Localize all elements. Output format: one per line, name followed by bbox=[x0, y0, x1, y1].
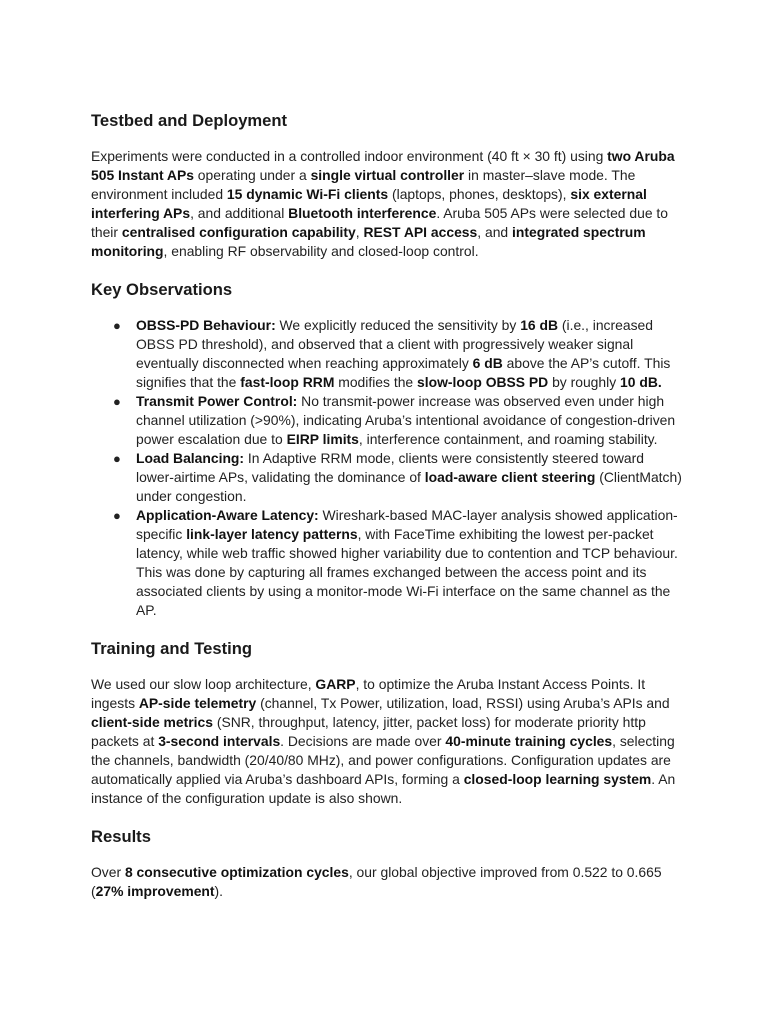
text-run: In Adaptive RRM mode, clients were consistently steered toward lower-airtime APs, validating the dominance of bbox=[136, 450, 644, 485]
text-run: (SNR, throughput, latency, jitter, packet loss) for moderate priority http packets at bbox=[91, 714, 646, 749]
text-run: (ClientMatch) under congestion. bbox=[136, 469, 682, 504]
bold-phrase: closed-loop learning system bbox=[463, 771, 652, 787]
bold-phrase: GARP bbox=[315, 676, 356, 692]
text-run: Over bbox=[91, 864, 125, 880]
text-run: , selecting the channels, bandwidth (20/40/80 MHz), and power configurations. Configuration updates are automatically applied via Aruba’s dashboard APIs, forming a bbox=[91, 733, 675, 787]
text-run: , our global objective improved from 0.522 to 0.665 ( bbox=[91, 864, 662, 899]
text-run: , interference containment, and roaming stability. bbox=[358, 431, 658, 447]
bold-phrase: integrated spectrum monitoring bbox=[91, 224, 646, 259]
text-run: (laptops, phones, desktops), bbox=[388, 186, 571, 202]
text-run: . Aruba 505 APs were selected due to their bbox=[91, 205, 669, 240]
text-run: , and bbox=[477, 224, 513, 240]
observation-text bbox=[136, 317, 670, 390]
bold-phrase: 40-minute training cycles bbox=[445, 733, 613, 749]
testbed-paragraph bbox=[91, 147, 683, 261]
bold-phrase: 8 consecutive optimization cycles bbox=[124, 864, 349, 880]
bold-phrase: Bluetooth interference bbox=[288, 205, 437, 221]
text-run: , enabling RF observability and closed-loop control. bbox=[163, 243, 479, 259]
observation-text bbox=[136, 507, 678, 618]
list-item bbox=[91, 316, 683, 392]
text-run: operating under a bbox=[193, 167, 311, 183]
text-run: . Decisions are made over bbox=[280, 733, 446, 749]
text-run: , bbox=[355, 224, 364, 240]
bold-phrase: REST API access bbox=[363, 224, 478, 240]
bold-phrase: single virtual controller bbox=[310, 167, 465, 183]
bold-phrase: 16 dB bbox=[520, 317, 559, 333]
text-run: by roughly bbox=[548, 374, 621, 390]
bold-phrase: Load Balancing: bbox=[136, 450, 245, 466]
training-paragraph bbox=[91, 675, 683, 808]
bold-phrase: Application-Aware Latency: bbox=[136, 507, 319, 523]
section-heading-observations: Key Observations bbox=[91, 280, 233, 299]
text-run: No transmit-power increase was observed even under high channel utilization (>90%), indicating Aruba’s intentional avoidance of congestion-driven power escalation due to bbox=[136, 393, 676, 447]
bold-phrase: Transmit Power Control: bbox=[136, 393, 298, 409]
text-run: modifies the bbox=[334, 374, 418, 390]
list-item bbox=[91, 506, 683, 620]
bold-phrase: client-side metrics bbox=[91, 714, 213, 730]
text-run: , with FaceTime exhibiting the lowest per-packet latency, while web traffic showed higher variability due to contention and TCP behaviour. This was done by capturing all frames exchanged between the access point and its associated clients by using a monitor-mode Wi-Fi interface on the same channel as the AP. bbox=[136, 526, 678, 618]
results-paragraph bbox=[91, 863, 683, 901]
observation-text bbox=[136, 393, 675, 447]
text-run: Experiments were conducted in a controlled indoor environment (40 ft × 30 ft) using bbox=[91, 148, 608, 164]
text-run: above the AP’s cutoff. This signifies that the bbox=[136, 355, 671, 390]
text-run: (i.e., increased OBSS PD threshold), and observed that a client with progressively weaker signal eventually disconnected when reaching approximately bbox=[136, 317, 653, 371]
bullet-icon: ● bbox=[113, 394, 121, 409]
document-body bbox=[91, 107, 683, 901]
bold-phrase: 3-second intervals bbox=[158, 733, 281, 749]
text-run: in master–slave mode. The environment included bbox=[91, 167, 636, 202]
bold-phrase: two Aruba 505 Instant APs bbox=[91, 148, 675, 183]
observations-list bbox=[91, 316, 683, 620]
bold-phrase: fast-loop RRM bbox=[240, 374, 335, 390]
bold-phrase: 15 dynamic Wi-Fi clients bbox=[226, 186, 389, 202]
bold-phrase: 10 dB. bbox=[620, 374, 662, 390]
section-heading-results: Results bbox=[91, 827, 151, 846]
text-run: We used our slow loop architecture, bbox=[91, 676, 316, 692]
bold-phrase: 27% improvement bbox=[95, 883, 215, 899]
list-item bbox=[91, 392, 683, 449]
list-item bbox=[91, 449, 683, 506]
text-run: (channel, Tx Power, utilization, load, RSSI) using Aruba’s APIs and bbox=[256, 695, 670, 711]
bold-phrase: six external interfering APs bbox=[91, 186, 647, 221]
bullet-icon: ● bbox=[113, 508, 121, 523]
bold-phrase: 6 dB bbox=[472, 355, 503, 371]
observation-text bbox=[136, 450, 682, 504]
text-run: We explicitly reduced the sensitivity by bbox=[275, 317, 521, 333]
section-heading-testbed: Testbed and Deployment bbox=[91, 111, 288, 130]
section-heading-training: Training and Testing bbox=[91, 639, 253, 658]
bold-phrase: load-aware client steering bbox=[424, 469, 596, 485]
bold-phrase: centralised configuration capability bbox=[121, 224, 356, 240]
bullet-icon: ● bbox=[113, 451, 121, 466]
text-run: . An instance of the configuration update is also shown. bbox=[91, 771, 676, 806]
text-run: , and additional bbox=[190, 205, 289, 221]
text-run: Wireshark-based MAC-layer analysis showed application-specific bbox=[136, 507, 678, 542]
text-run: ). bbox=[214, 883, 224, 899]
bold-phrase: slow-loop OBSS PD bbox=[417, 374, 549, 390]
bold-phrase: OBSS-PD Behaviour: bbox=[136, 317, 276, 333]
bold-phrase: EIRP limits bbox=[286, 431, 359, 447]
bold-phrase: link-layer latency patterns bbox=[186, 526, 358, 542]
bullet-icon: ● bbox=[113, 318, 121, 333]
bold-phrase: AP-side telemetry bbox=[138, 695, 257, 711]
text-run: , to optimize the Aruba Instant Access Points. It ingests bbox=[91, 676, 646, 711]
